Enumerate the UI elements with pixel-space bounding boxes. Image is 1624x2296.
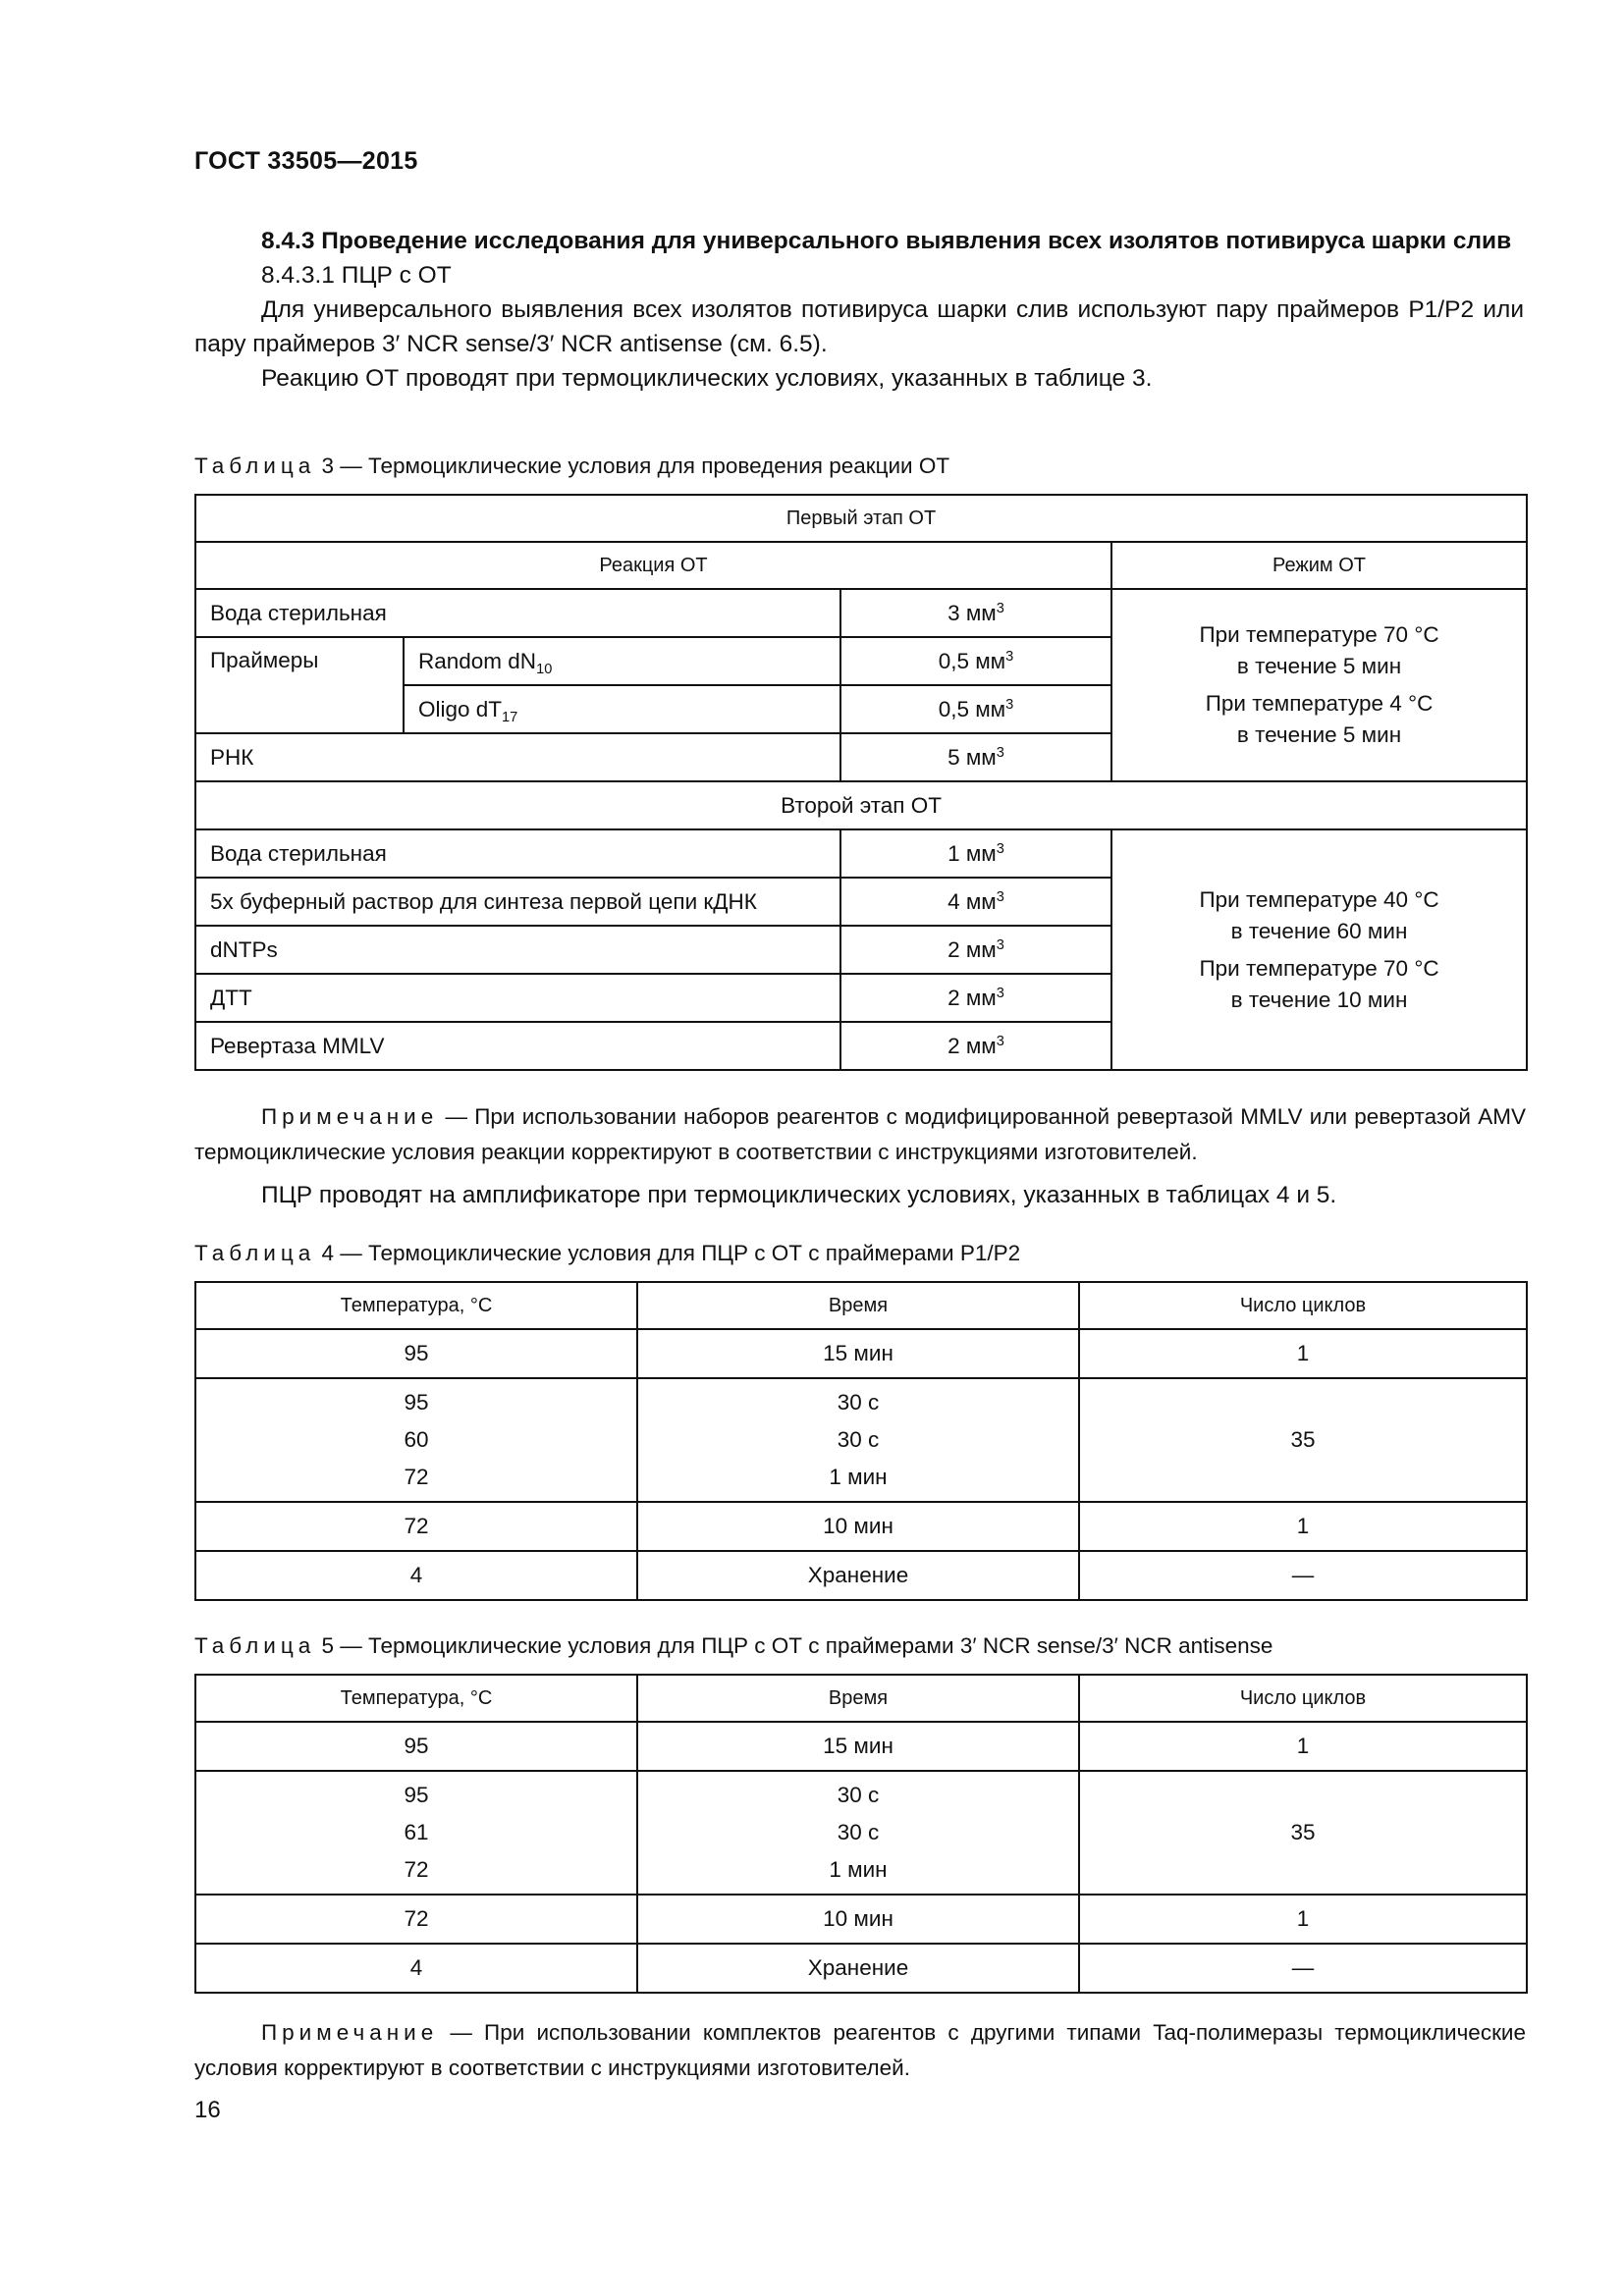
table3-water2: Вода стерильная — [195, 829, 840, 878]
paragraph-pcr: ПЦР проводят на амплификаторе при термоциклических условиях, указанных в таблицах 4 и 5. — [261, 1182, 1337, 1208]
table4-cycles: 1 — [1079, 1502, 1527, 1551]
mode2-b2: в течение 10 мин — [1230, 987, 1408, 1012]
note1 — [194, 1099, 1526, 1170]
table-row — [195, 542, 1527, 589]
table5-col-cycles: Число циклов — [1079, 1675, 1527, 1722]
table4-caption — [194, 1239, 1020, 1268]
table-row — [195, 1944, 1527, 1993]
table5-caption-text: 5 — Термоциклические условия для ПЦР с ОТ с праймерами 3′ NCR sense/3′ NCR antisense — [315, 1633, 1273, 1658]
table5-temp: 72 — [195, 1895, 637, 1944]
table4-temp: 95 — [195, 1329, 637, 1378]
table-row — [195, 1771, 1527, 1895]
table-row — [195, 1329, 1527, 1378]
table4-caption-prefix: Таблица — [194, 1241, 316, 1265]
table-row — [195, 829, 1527, 878]
table-row — [195, 1378, 1527, 1502]
table5-col-temp: Температура, °С — [195, 1675, 637, 1722]
table3-water1: Вода стерильная — [195, 589, 840, 637]
table5-cycles: 1 — [1079, 1895, 1527, 1944]
table4-caption-text: 4 — Термоциклические условия для ПЦР с ОТ с праймерами Р1/Р2 — [315, 1241, 1021, 1265]
table-row — [195, 1551, 1527, 1600]
table3-dtt: ДТТ — [195, 974, 840, 1022]
table4-cycles: 35 — [1079, 1378, 1527, 1502]
table3-caption — [194, 452, 949, 481]
paragraph-rt-conditions: Реакцию ОТ проводят при термоциклических условиях, указанных в таблице 3. — [261, 365, 1153, 392]
table3-mode-header: Режим ОТ — [1111, 542, 1527, 589]
table3-dntps: dNTPs — [195, 926, 840, 974]
table4 — [194, 1281, 1528, 1601]
table5-col-time: Время — [637, 1675, 1079, 1722]
table3-revertase: Ревертаза MMLV — [195, 1022, 840, 1070]
table4-temp: 72 — [195, 1502, 637, 1551]
table-row — [195, 781, 1527, 829]
table5-caption-prefix: Таблица — [194, 1633, 316, 1658]
table3 — [194, 494, 1528, 1071]
table3-rna-volume: 5 $мм^3$ — [840, 733, 1111, 781]
table-row — [195, 1502, 1527, 1551]
table3-dntps-volume: 2 $мм^3$ — [840, 926, 1111, 974]
table3-water2-volume: 1 $мм^3$ — [840, 829, 1111, 878]
section-title: 8.4.3 Проведение исследования для универсального выявления всех изолятов потивируса шарки слив — [261, 228, 1512, 254]
table3-mode2 — [1111, 829, 1527, 1070]
mode1-a2: в течение 5 мин — [1236, 654, 1402, 678]
table5-cycles: 35 — [1079, 1771, 1527, 1895]
table3-dtt-volume: 2 $мм^3$ — [840, 974, 1111, 1022]
table4-time: Хранение — [637, 1551, 1079, 1600]
table-row — [195, 1895, 1527, 1944]
table4-col-cycles: Число циклов — [1079, 1282, 1527, 1329]
table4-time: 10 мин — [637, 1502, 1079, 1551]
note1-text: — При использовании наборов реагентов с модифицированной ревертазой MMLV или ревертазой AMV термоциклические условия реакции корректируют в соответствии с инструкциями изготовителей. — [194, 1104, 1526, 1164]
table5-time: 30 с 30 с 1 мин — [637, 1771, 1079, 1895]
table5-time: 15 мин — [637, 1722, 1079, 1771]
table4-temp: 95 60 72 — [195, 1378, 637, 1502]
table-row — [195, 1722, 1527, 1771]
mode2-b1: При температуре 70 °С — [1199, 955, 1439, 981]
table4-time: 15 мин — [637, 1329, 1079, 1378]
table3-caption-text: 3 — Термоциклические условия для проведения реакции ОТ — [315, 454, 950, 478]
table5-temp: 95 — [195, 1722, 637, 1771]
mode1-b2: в течение 5 мин — [1236, 722, 1402, 747]
note2 — [194, 2015, 1526, 2086]
table3-caption-prefix: Таблица — [194, 454, 316, 478]
table-row — [195, 589, 1527, 637]
doc-header: ГОСТ 33505—2015 — [194, 147, 418, 175]
table3-buffer-volume: 4 $мм^3$ — [840, 878, 1111, 926]
note1-label: Примечание — [261, 1104, 439, 1129]
table3-revertase-volume: 2 $мм^3$ — [840, 1022, 1111, 1070]
table4-cycles: — — [1079, 1551, 1527, 1600]
mode1-a1: При температуре 70 °С — [1199, 622, 1439, 647]
table5-temp: 4 — [195, 1944, 637, 1993]
table5 — [194, 1674, 1528, 1994]
table5-cycles: 1 — [1079, 1722, 1527, 1771]
page-number: 16 — [194, 2097, 221, 2123]
table3-water1-volume: 3 $мм^3$ — [840, 589, 1111, 637]
table5-time: Хранение — [637, 1944, 1079, 1993]
table4-temp: 4 — [195, 1551, 637, 1600]
section-body — [194, 224, 1524, 396]
table4-col-temp: Температура, °С — [195, 1282, 637, 1329]
table3-primers: Праймеры — [195, 637, 404, 733]
table-row — [195, 1282, 1527, 1329]
table3-rna: РНК — [195, 733, 840, 781]
mode2-a1: При температуре 40 °С — [1199, 886, 1439, 912]
table5-temp: 95 61 72 — [195, 1771, 637, 1895]
table3-oligo: Oligo $dT_{17}$ — [404, 685, 840, 733]
table4-time: 30 с 30 с 1 мин — [637, 1378, 1079, 1502]
table4-col-time: Время — [637, 1282, 1079, 1329]
table3-oligo-volume: 0,5 $мм^3$ — [840, 685, 1111, 733]
mode1-b1: При температуре 4 °С — [1205, 691, 1434, 716]
table3-mode1 — [1111, 589, 1527, 781]
paragraph-primers: Для универсального выявления всех изолятов потивируса шарки слив используют пару праймеров Р1/Р2 или пару праймеров 3′ NCR sense/3′ NCR antisense (см. 6.5). — [194, 296, 1524, 357]
table3-random-volume: 0,5 $мм^3$ — [840, 637, 1111, 685]
table3-buffer: 5х буферный раствор для синтеза первой цепи кДНК — [195, 878, 840, 926]
table5-caption — [194, 1631, 1272, 1661]
table5-cycles: — — [1079, 1944, 1527, 1993]
pcr-paragraph-block — [194, 1178, 1524, 1212]
table4-cycles: 1 — [1079, 1329, 1527, 1378]
subsection-title: 8.4.3.1 ПЦР с ОТ — [261, 262, 452, 289]
table-row — [195, 1675, 1527, 1722]
table3-reaction-header: Реакция ОТ — [195, 542, 1111, 589]
table3-random: Random $dN_{10}$ — [404, 637, 840, 685]
table5-time: 10 мин — [637, 1895, 1079, 1944]
table3-stage2-header: Второй этап ОТ — [195, 781, 1527, 829]
note2-text: — При использовании комплектов реагентов с другими типами Taq-полимеразы термоциклические условия корректируют в соответствии с инструкциями изготовителей. — [194, 2020, 1526, 2080]
table-row — [195, 495, 1527, 542]
mode2-a2: в течение 60 мин — [1230, 918, 1408, 943]
note2-label: Примечание — [261, 2020, 439, 2045]
table3-stage1-header: Первый этап ОТ — [195, 495, 1527, 542]
